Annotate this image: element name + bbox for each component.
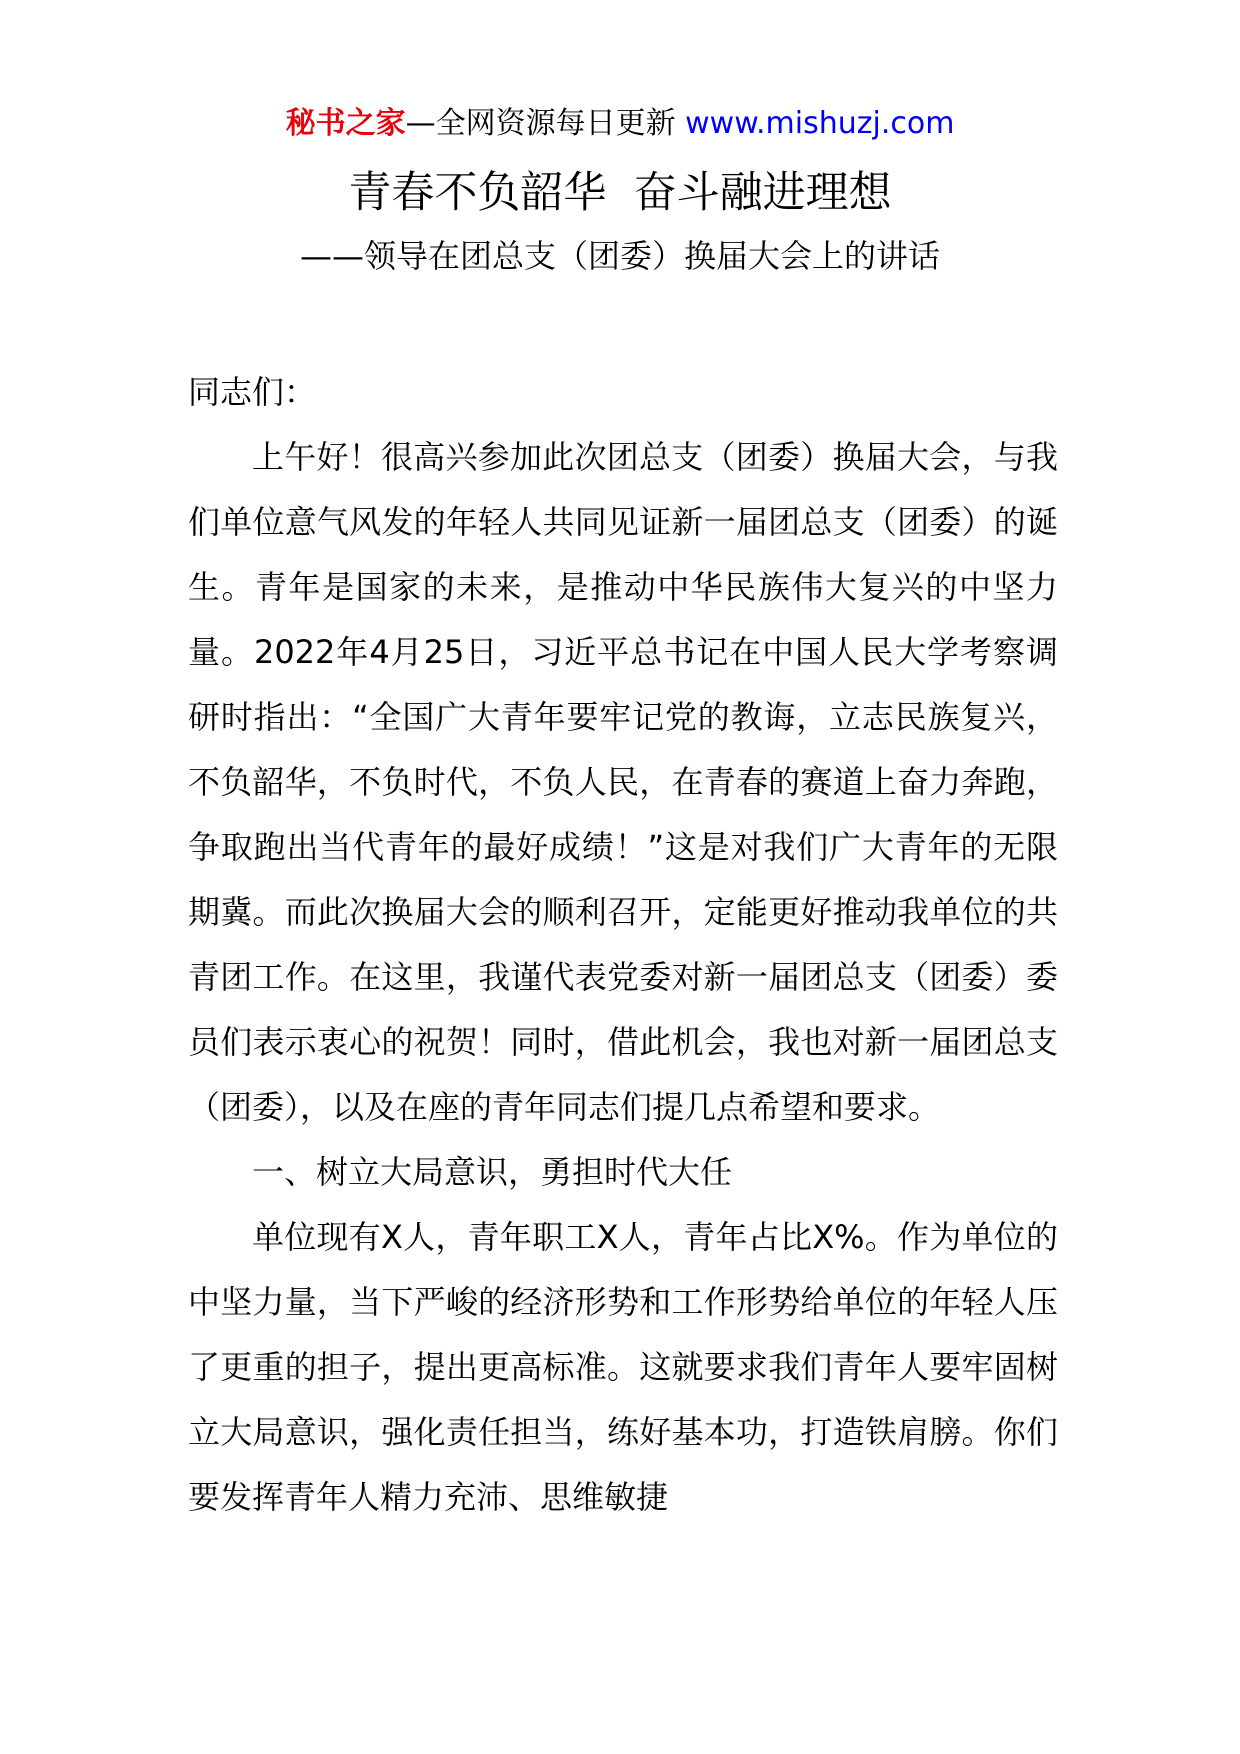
document-subtitle: ——领导在团总支（团委）换届大会上的讲话 (299, 237, 940, 275)
salutation: 同志们： (188, 373, 317, 411)
section-heading-1: 一、树立大局意识，勇担时代大任 (252, 1153, 733, 1191)
document-title: 青春不负韶华 奋斗融进理想 (348, 168, 892, 218)
site-tagline: —全网资源每日更新 (405, 106, 686, 141)
document-body (188, 360, 1058, 1530)
site-url[interactable]: www.mishuzj.com (685, 106, 955, 141)
site-header (0, 104, 1240, 144)
site-brand: 秘书之家 (285, 106, 406, 141)
body-paragraph-2: 单位现有X人，青年职工X人，青年占比X%。作为单位的中坚力量，当下严峻的经济形势和工作形势给单位的年轻人压了更重的担子，提出更高标准。这就要求我们青年人要牢固树立大局意识，强化责任担当，练好基本功，打造铁肩膀。你们要发挥青年人精力充沛、思维敏捷 (188, 1218, 1058, 1516)
body-paragraph-1: 上午好！很高兴参加此次团总支（团委）换届大会，与我们单位意气风发的年轻人共同见证新一届团总支（团委）的诞生。青年是国家的未来，是推动中华民族伟大复兴的中坚力量。2022年4月25日，习近平总书记在中国人民大学考察调研时指出：“全国广大青年要牢记党的教诲，立志民族复兴，不负韶华，不负时代，不负人民，在青春的赛道上奋力奔跑，争取跑出当代青年的最好成绩！”这是对我们广大青年的无限期冀。而此次换届大会的顺利召开，定能更好推动我单位的共青团工作。在这里，我谨代表党委对新一届团总支（团委）委员们表示衷心的祝贺！同时，借此机会，我也对新一届团总支（团委），以及在座的青年同志们提几点希望和要求。 (188, 438, 1058, 1126)
